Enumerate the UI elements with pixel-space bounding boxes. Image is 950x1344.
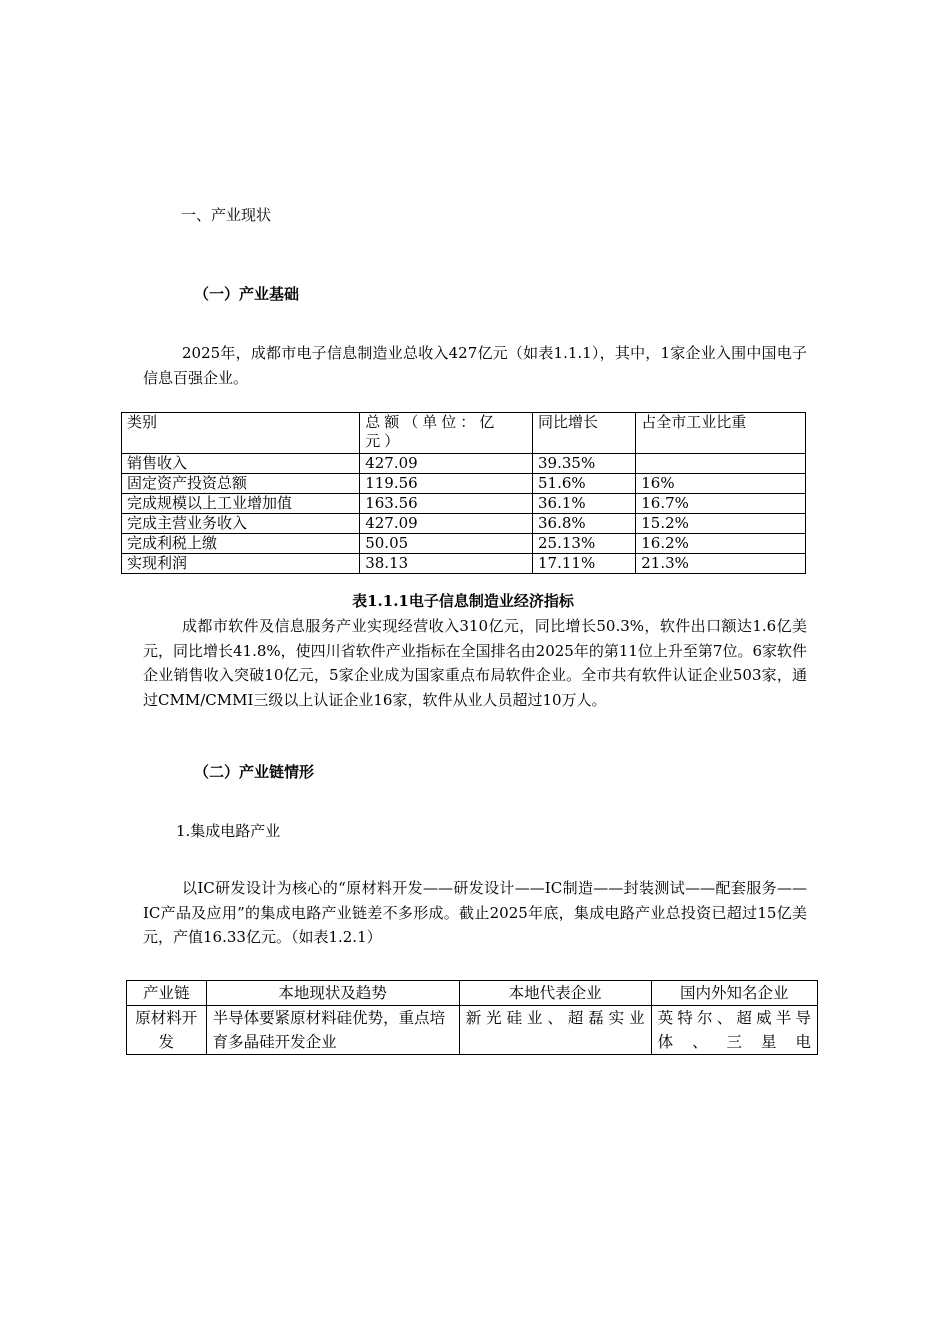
paragraph-text: 成都市软件及信息服务产业实现经营收入310亿元，同比增长50.3%，软件出口额达1.6亿美元，同比增长41.8%，使四川省软件产业指标在全国排名由2025年的第11位上升至第7位。6家软件企业销售收入突破10亿元，5家企业成为国家重点布局软件企业。全市共有软件认证企业503家，通过CMM/CMMI三级以上认证企业16家，软件从业人员超过10万人。 (143, 617, 808, 709)
ic-industry-chain-table (126, 980, 818, 1055)
table-cell: 16.2% (636, 534, 806, 554)
table-row (122, 494, 806, 514)
paragraph-ic (143, 876, 807, 950)
header-cell: 类别 (122, 413, 360, 454)
table-cell: 新光硅业、超磊实业 (459, 1006, 651, 1055)
economic-indicators-table (121, 412, 806, 574)
header-cell: 占全市工业比重 (636, 413, 806, 454)
paragraph-text: 以IC研发设计为核心的“原材料开发——研发设计——IC制造——封装测试——配套服务——IC产品及应用”的集成电路产业链差不多形成。截止2025年底，集成电路产业总投资已超过15亿美元，产值16.33亿元。（如表1.2.1） (143, 879, 807, 946)
paragraph-intro (143, 341, 807, 390)
header-cell: 本地代表企业 (459, 981, 651, 1006)
header-cell: 同比增长 (533, 413, 636, 454)
table-row (122, 534, 806, 554)
table-cell: 完成利税上缴 (122, 534, 360, 554)
table-row (127, 1006, 818, 1055)
table-cell: 36.1% (533, 494, 636, 514)
table-cell: 16% (636, 474, 806, 494)
table-cell: 25.13% (533, 534, 636, 554)
table-cell: 36.8% (533, 514, 636, 534)
subsection-heading-industry-base: （一）产业基础 (194, 285, 300, 303)
table-cell: 50.05 (360, 534, 533, 554)
table-cell: 21.3% (636, 554, 806, 574)
table-cell: 英特尔、超威半导体、三星电 (651, 1006, 817, 1055)
header-cell: 总额（单位：亿元） (360, 413, 533, 454)
table-cell: 实现利润 (122, 554, 360, 574)
header-cell: 产业链 (127, 981, 207, 1006)
table-cell: 51.6% (533, 474, 636, 494)
table-row (122, 454, 806, 474)
table-cell: 119.56 (360, 474, 533, 494)
table-cell: 固定资产投资总额 (122, 474, 360, 494)
table-cell: 15.2% (636, 514, 806, 534)
table-row (122, 514, 806, 534)
paragraph-text: 2025年，成都市电子信息制造业总收入427亿元（如表1.1.1），其中，1家企业入围中国电子信息百强企业。 (143, 344, 807, 387)
table-row (122, 474, 806, 494)
table-header-row (127, 981, 818, 1006)
table-cell: 427.09 (360, 454, 533, 474)
table-cell: 原材料开发 (127, 1006, 207, 1055)
table-header-row (122, 413, 806, 454)
header-cell: 本地现状及趋势 (206, 981, 459, 1006)
table-cell: 39.35% (533, 454, 636, 474)
table-cell: 163.56 (360, 494, 533, 514)
table-cell: 销售收入 (122, 454, 360, 474)
table-cell: 17.11% (533, 554, 636, 574)
table-cell: 半导体要紧原材料硅优势，重点培育多晶硅开发企业 (206, 1006, 459, 1055)
table-cell: 427.09 (360, 514, 533, 534)
table-cell: 16.7% (636, 494, 806, 514)
section-heading: 一、产业现状 (181, 206, 272, 224)
table-cell: 完成规模以上工业增加值 (122, 494, 360, 514)
subsection-heading-industry-chain: （二）产业链情形 (194, 763, 315, 781)
table-row (122, 554, 806, 574)
header-cell: 国内外知名企业 (651, 981, 817, 1006)
table-caption: 表1.1.1电子信息制造业经济指标 (352, 592, 574, 610)
table-cell: 完成主营业务收入 (122, 514, 360, 534)
paragraph-software (143, 614, 807, 712)
subsubsection-heading-ic: 1.集成电路产业 (176, 822, 281, 840)
table-cell (636, 454, 806, 474)
table-cell: 38.13 (360, 554, 533, 574)
